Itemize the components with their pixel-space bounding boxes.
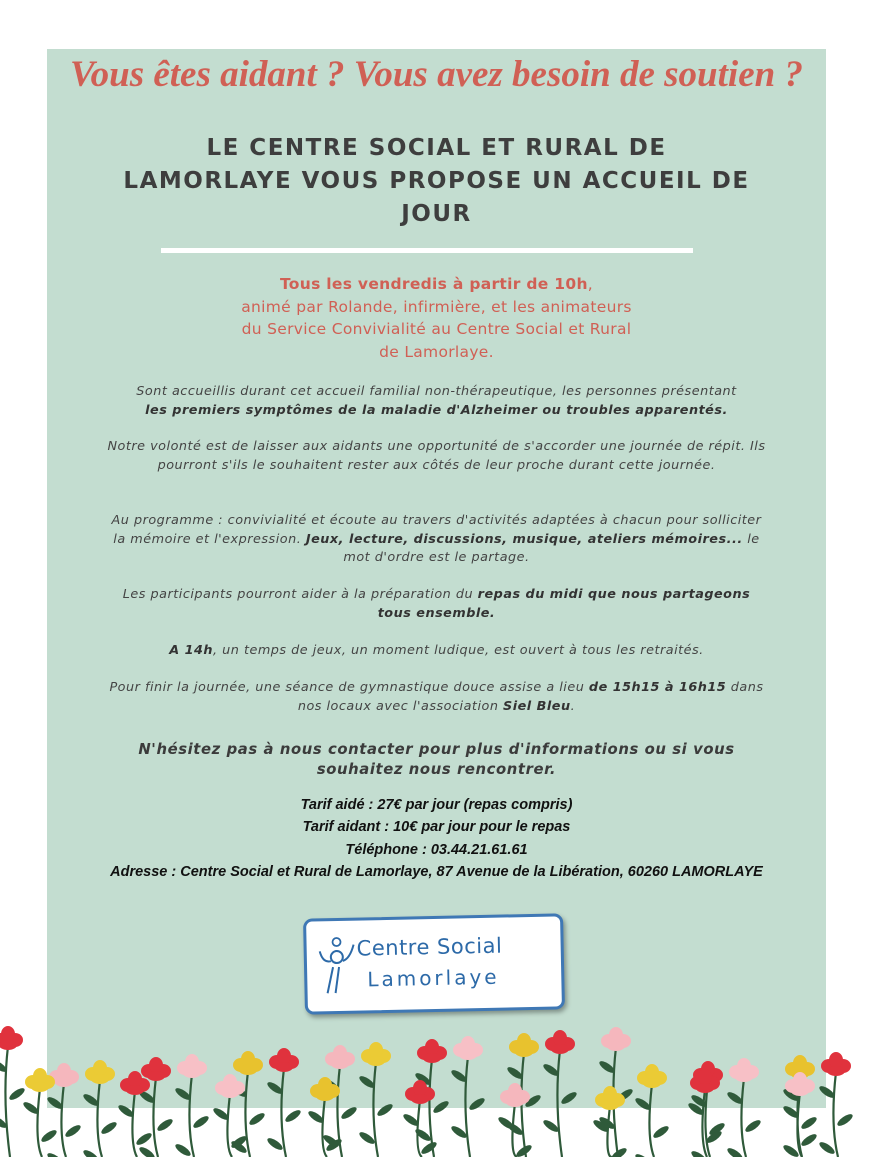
paragraph-gym: Pour finir la journée, une séance de gymnastique douce assise a lieu de 15h15 à 16h15 dans nos locaux avec l'association Siel Bleu.	[109, 680, 764, 714]
subheadline: LE CENTRE SOCIAL ET RURAL DE LAMORLAYE VOUS PROPOSE UN ACCUEIL DE JOUR	[123, 135, 750, 227]
tarif-aidant: Tarif aidant : 10€ par jour pour le repas	[302, 819, 571, 835]
flower	[82, 1060, 119, 1157]
divider	[161, 248, 693, 253]
person-logo-icon	[316, 933, 357, 998]
paragraph-volonte: Notre volonté est de laisser aux aidants une opportunité de s'accorder une journée de répit. Ils pourront s'ils le souhaitent rester aux côtés de leur proche durant cette journée.	[107, 439, 766, 473]
flower	[726, 1058, 763, 1157]
telephone: Téléphone : 03.44.21.61.61	[345, 842, 528, 858]
flower	[450, 1036, 487, 1157]
tarif-aide: Tarif aidé : 27€ par jour (repas compris)	[300, 797, 573, 813]
flower	[497, 1083, 534, 1157]
flower	[174, 1054, 211, 1157]
flower-group	[0, 1026, 854, 1157]
adresse: Adresse : Centre Social et Rural de Lamorlaye, 87 Avenue de la Libération, 60260 LAMORLAYE	[110, 864, 763, 880]
paragraph-public: Sont accueillis durant cet accueil familial non-thérapeutique, les personnes présentant les premiers symptômes de la maladie d'Alzheimer ou troubles apparentés.	[136, 384, 737, 418]
flower	[402, 1080, 439, 1157]
intro-line-2: animé par Rolande, infirmière, et les animateurs	[241, 297, 632, 316]
flower	[782, 1055, 819, 1157]
paragraph-programme: Au programme : convivialité et écoute au travers d'activités adaptées à chacun pour solliciter la mémoire et l'expression. Jeux, lecture, discussions, musique, ateliers mémoires... le mot d'ordre est le partage.	[111, 513, 762, 565]
flower	[266, 1048, 303, 1157]
intro-block: Tous les vendredis à partir de 10h, animé par Rolande, infirmière, et les animateurs du Service Convivialité au Centre Social et Rural de Lamorlaye.	[241, 275, 632, 361]
flower	[22, 1068, 59, 1157]
paragraph-repas: Les participants pourront aider à la préparation du repas du midi que nous partageons tous ensemble.	[122, 587, 751, 621]
flower-border	[0, 1010, 873, 1157]
logo-line-1: Centre Social	[356, 933, 503, 961]
flower	[634, 1064, 671, 1157]
flower	[818, 1052, 855, 1157]
intro-line-4: de Lamorlaye.	[379, 342, 494, 361]
intro-schedule: Tous les vendredis à partir de 10h	[279, 275, 588, 293]
flower	[0, 1026, 26, 1157]
logo-line-2: Lamorlaye	[367, 964, 500, 992]
flower	[212, 1074, 249, 1157]
flower	[117, 1071, 154, 1157]
centre-social-logo	[303, 913, 565, 1014]
flower	[358, 1042, 395, 1157]
contact-call-to-action: N'hésitez pas à nous contacter pour plus d'informations ou si vous souhaitez nous rencontrer.	[138, 741, 735, 778]
paragraph-jeux: A 14h, un temps de jeux, un moment ludique, est ouvert à tous les retraités.	[169, 643, 704, 658]
headline: Vous êtes aidant ? Vous avez besoin de soutien ?	[70, 54, 803, 95]
intro-line-3: du Service Convivialité au Centre Social et Rural	[241, 320, 632, 338]
flower	[542, 1030, 579, 1157]
